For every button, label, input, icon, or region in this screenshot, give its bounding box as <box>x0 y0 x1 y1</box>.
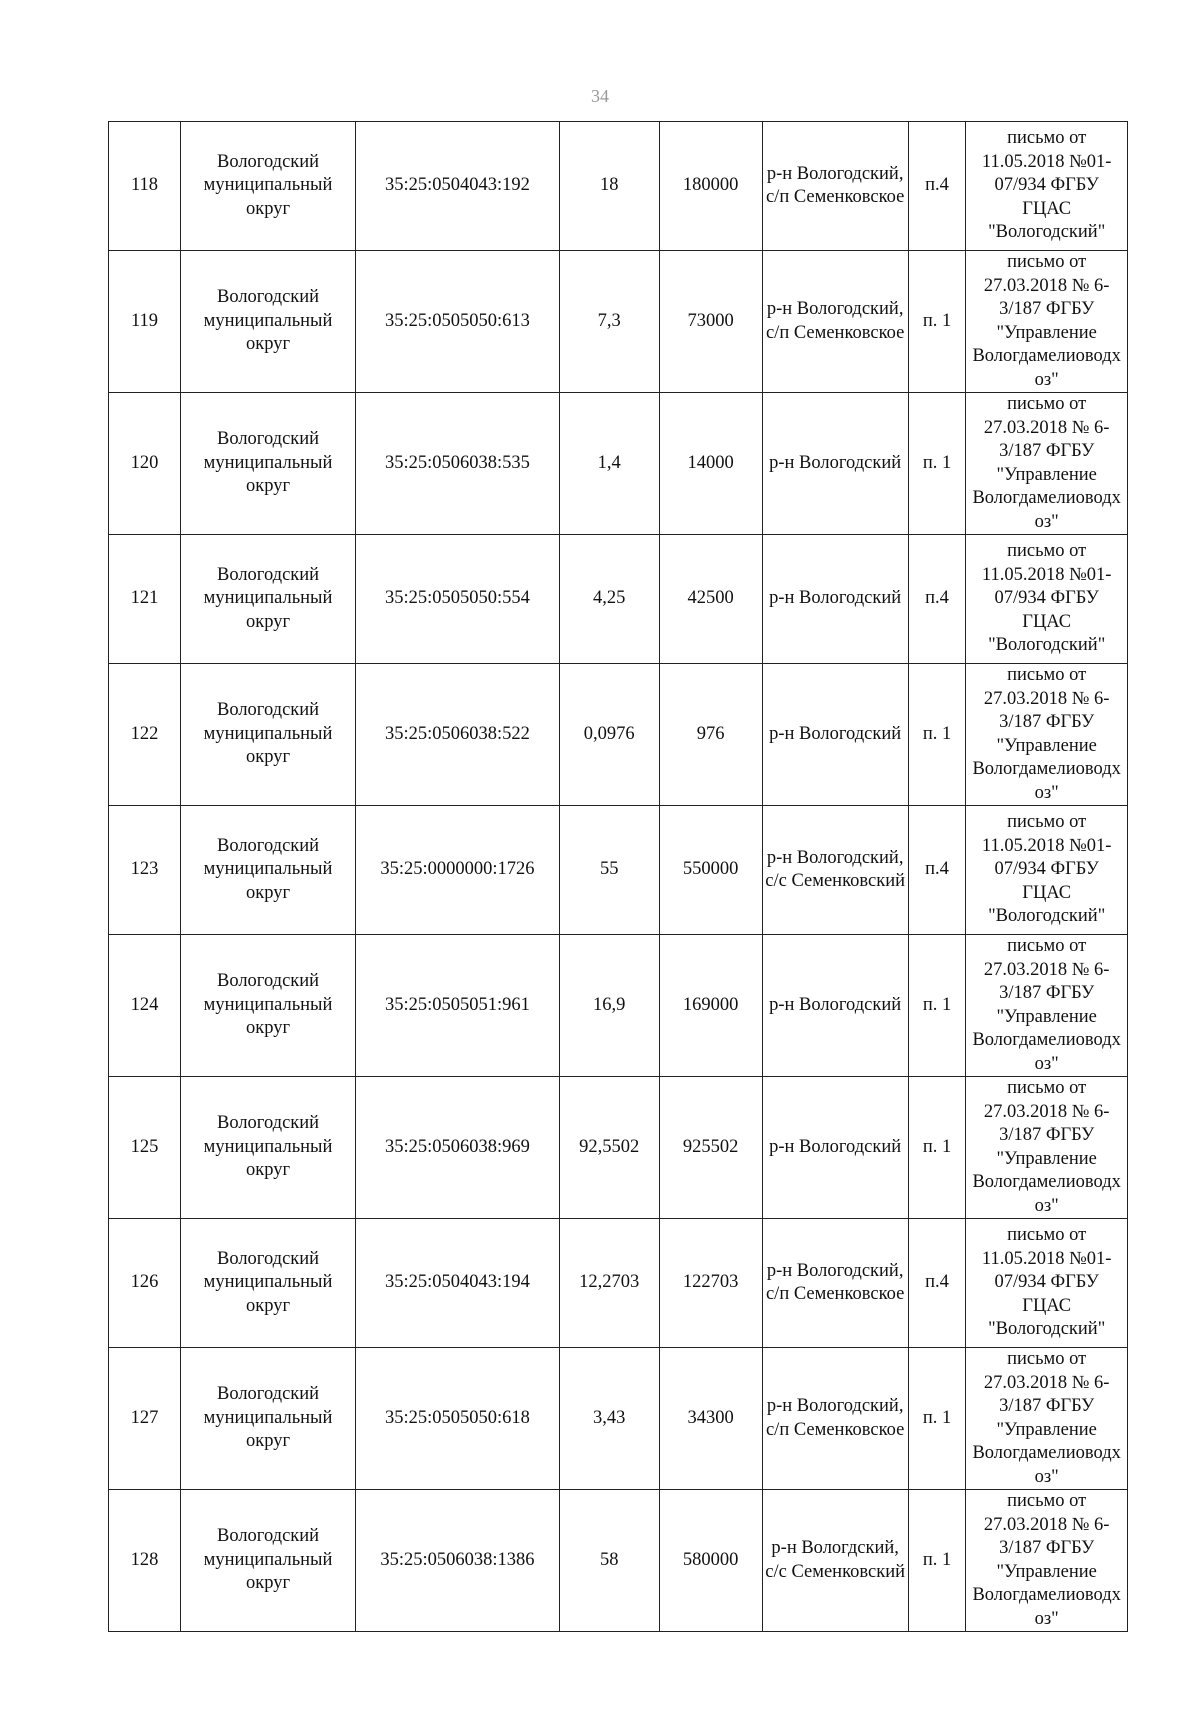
location-cell: р-н Вологодский <box>762 535 908 664</box>
table-row <box>109 806 1128 935</box>
row-number-cell: 128 <box>109 1490 181 1632</box>
owner-cell: Вологодский муниципальный округ <box>181 1490 356 1632</box>
clause-cell: п. 1 <box>908 1077 966 1219</box>
basis-cell: письмо от 27.03.2018 № 6-3/187 ФГБУ "Управление Вологдамелиоводхоз" <box>966 935 1128 1077</box>
basis-cell: письмо от 27.03.2018 № 6-3/187 ФГБУ "Управление Вологдамелиоводхоз" <box>966 1490 1128 1632</box>
area-m2-cell: 73000 <box>659 251 762 393</box>
area-m2-cell: 42500 <box>659 535 762 664</box>
table-row <box>109 935 1128 1077</box>
basis-cell: письмо от 27.03.2018 № 6-3/187 ФГБУ "Управление Вологдамелиоводхоз" <box>966 393 1128 535</box>
location-cell: р-н Вологдский, с/с Семенковский <box>762 1490 908 1632</box>
basis-cell: письмо от 11.05.2018 №01-07/934 ФГБУ ГЦАС "Вологодский" <box>966 1219 1128 1348</box>
row-number-cell: 125 <box>109 1077 181 1219</box>
clause-cell: п. 1 <box>908 935 966 1077</box>
owner-cell: Вологодский муниципальный округ <box>181 806 356 935</box>
basis-cell: письмо от 11.05.2018 №01-07/934 ФГБУ ГЦАС "Вологодский" <box>966 122 1128 251</box>
table-row <box>109 122 1128 251</box>
owner-cell: Вологодский муниципальный округ <box>181 935 356 1077</box>
area-ha-cell: 18 <box>559 122 659 251</box>
row-number-cell: 118 <box>109 122 181 251</box>
table-row <box>109 393 1128 535</box>
location-cell: р-н Вологодский <box>762 664 908 806</box>
table-row <box>109 1348 1128 1490</box>
owner-cell: Вологодский муниципальный округ <box>181 251 356 393</box>
area-ha-cell: 7,3 <box>559 251 659 393</box>
area-m2-cell: 34300 <box>659 1348 762 1490</box>
row-number-cell: 122 <box>109 664 181 806</box>
area-ha-cell: 3,43 <box>559 1348 659 1490</box>
owner-cell: Вологодский муниципальный округ <box>181 1077 356 1219</box>
location-cell: р-н Вологодский, с/п Семенковское <box>762 1219 908 1348</box>
clause-cell: п.4 <box>908 806 966 935</box>
cadastral-number-cell: 35:25:0505051:961 <box>356 935 560 1077</box>
row-number-cell: 123 <box>109 806 181 935</box>
table-row <box>109 664 1128 806</box>
cadastral-number-cell: 35:25:0504043:192 <box>356 122 560 251</box>
owner-cell: Вологодский муниципальный округ <box>181 535 356 664</box>
area-m2-cell: 122703 <box>659 1219 762 1348</box>
location-cell: р-н Вологодский, с/с Семенковский <box>762 806 908 935</box>
area-ha-cell: 58 <box>559 1490 659 1632</box>
row-number-cell: 127 <box>109 1348 181 1490</box>
row-number-cell: 126 <box>109 1219 181 1348</box>
area-m2-cell: 14000 <box>659 393 762 535</box>
owner-cell: Вологодский муниципальный округ <box>181 393 356 535</box>
area-ha-cell: 0,0976 <box>559 664 659 806</box>
cadastral-number-cell: 35:25:0505050:554 <box>356 535 560 664</box>
owner-cell: Вологодский муниципальный округ <box>181 1348 356 1490</box>
table-row <box>109 1077 1128 1219</box>
row-number-cell: 121 <box>109 535 181 664</box>
cadastral-number-cell: 35:25:0506038:1386 <box>356 1490 560 1632</box>
table-body <box>109 122 1128 1632</box>
row-number-cell: 120 <box>109 393 181 535</box>
basis-cell: письмо от 27.03.2018 № 6-3/187 ФГБУ "Управление Вологдамелиоводхоз" <box>966 1077 1128 1219</box>
table-row <box>109 535 1128 664</box>
owner-cell: Вологодский муниципальный округ <box>181 1219 356 1348</box>
row-number-cell: 119 <box>109 251 181 393</box>
location-cell: р-н Вологодский, с/п Семенковское <box>762 122 908 251</box>
table-row <box>109 251 1128 393</box>
basis-cell: письмо от 11.05.2018 №01-07/934 ФГБУ ГЦАС "Вологодский" <box>966 535 1128 664</box>
table-row <box>109 1490 1128 1632</box>
area-m2-cell: 976 <box>659 664 762 806</box>
location-cell: р-н Вологодский <box>762 393 908 535</box>
area-m2-cell: 550000 <box>659 806 762 935</box>
clause-cell: п. 1 <box>908 251 966 393</box>
cadastral-number-cell: 35:25:0505050:613 <box>356 251 560 393</box>
clause-cell: п. 1 <box>908 664 966 806</box>
area-m2-cell: 925502 <box>659 1077 762 1219</box>
clause-cell: п.4 <box>908 1219 966 1348</box>
cadastral-number-cell: 35:25:0506038:535 <box>356 393 560 535</box>
area-m2-cell: 180000 <box>659 122 762 251</box>
location-cell: р-н Вологодский, с/п Семенковское <box>762 251 908 393</box>
area-m2-cell: 580000 <box>659 1490 762 1632</box>
land-plots-table <box>108 121 1128 1632</box>
area-ha-cell: 16,9 <box>559 935 659 1077</box>
cadastral-number-cell: 35:25:0000000:1726 <box>356 806 560 935</box>
clause-cell: п. 1 <box>908 1490 966 1632</box>
basis-cell: письмо от 11.05.2018 №01-07/934 ФГБУ ГЦАС "Вологодский" <box>966 806 1128 935</box>
cadastral-number-cell: 35:25:0506038:522 <box>356 664 560 806</box>
area-ha-cell: 92,5502 <box>559 1077 659 1219</box>
clause-cell: п.4 <box>908 122 966 251</box>
basis-cell: письмо от 27.03.2018 № 6-3/187 ФГБУ "Управление Вологдамелиоводхоз" <box>966 664 1128 806</box>
cadastral-number-cell: 35:25:0506038:969 <box>356 1077 560 1219</box>
area-ha-cell: 55 <box>559 806 659 935</box>
row-number-cell: 124 <box>109 935 181 1077</box>
clause-cell: п. 1 <box>908 1348 966 1490</box>
area-ha-cell: 12,2703 <box>559 1219 659 1348</box>
owner-cell: Вологодский муниципальный округ <box>181 122 356 251</box>
cadastral-number-cell: 35:25:0505050:618 <box>356 1348 560 1490</box>
area-m2-cell: 169000 <box>659 935 762 1077</box>
basis-cell: письмо от 27.03.2018 № 6-3/187 ФГБУ "Управление Вологдамелиоводхоз" <box>966 251 1128 393</box>
area-ha-cell: 4,25 <box>559 535 659 664</box>
clause-cell: п. 1 <box>908 393 966 535</box>
location-cell: р-н Вологодский, с/п Семенковское <box>762 1348 908 1490</box>
location-cell: р-н Вологодский <box>762 935 908 1077</box>
clause-cell: п.4 <box>908 535 966 664</box>
basis-cell: письмо от 27.03.2018 № 6-3/187 ФГБУ "Управление Вологдамелиоводхоз" <box>966 1348 1128 1490</box>
table-row <box>109 1219 1128 1348</box>
area-ha-cell: 1,4 <box>559 393 659 535</box>
owner-cell: Вологодский муниципальный округ <box>181 664 356 806</box>
location-cell: р-н Вологодский <box>762 1077 908 1219</box>
cadastral-number-cell: 35:25:0504043:194 <box>356 1219 560 1348</box>
page-number: 34 <box>591 86 609 106</box>
